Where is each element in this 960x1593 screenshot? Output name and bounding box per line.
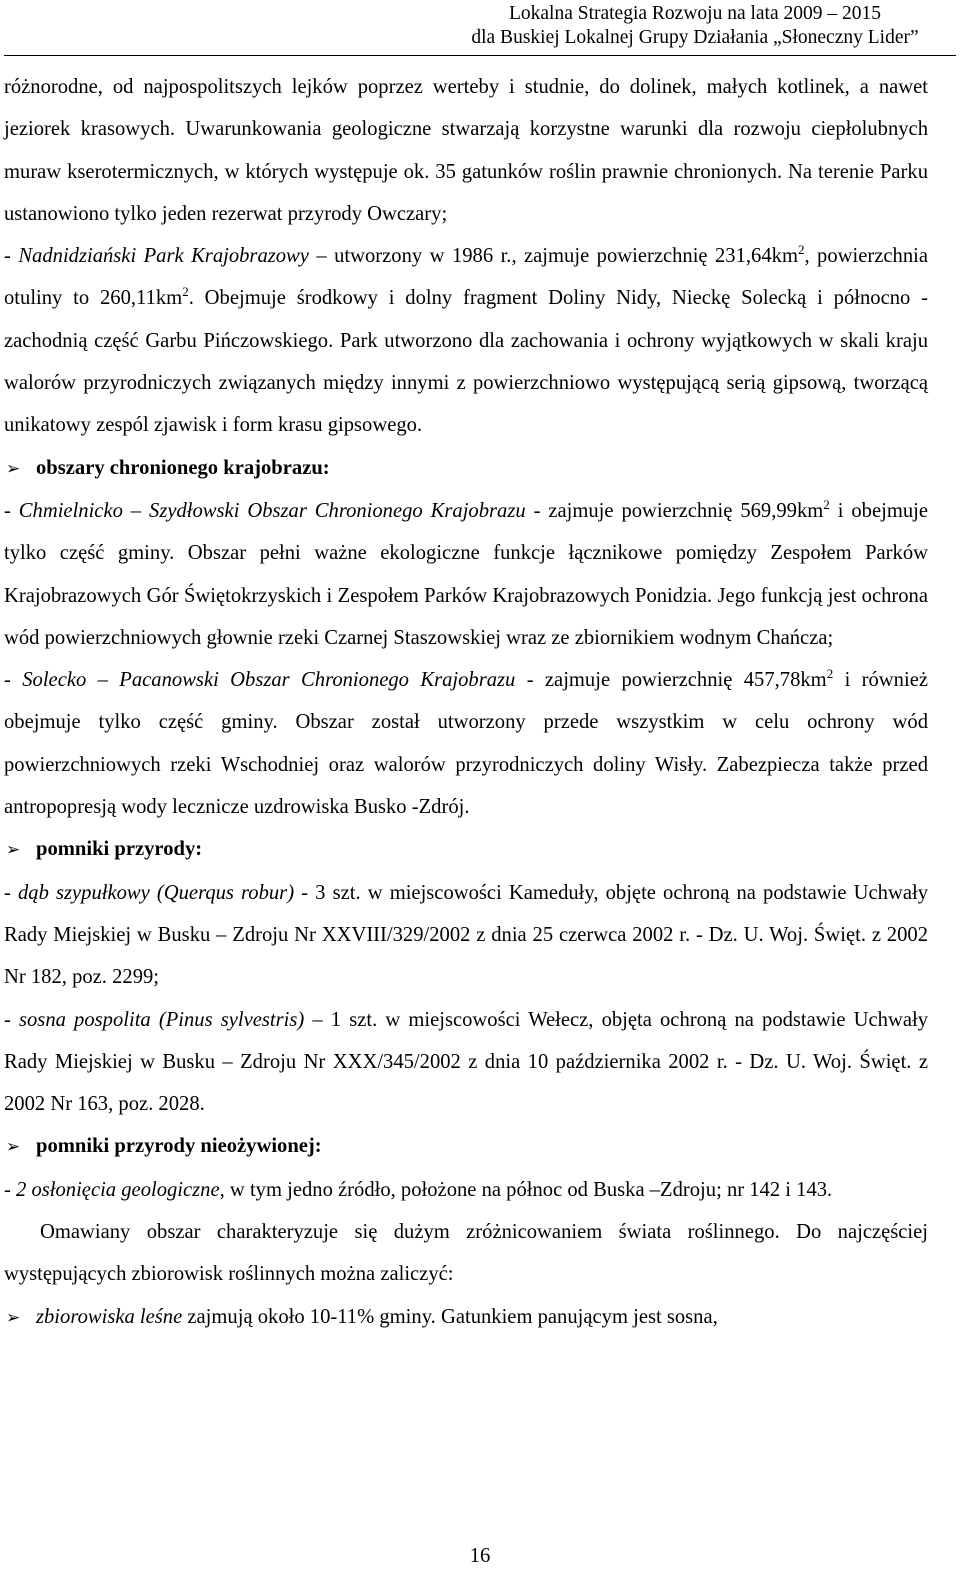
arrow-right-outline-icon: ➢: [6, 1137, 21, 1157]
page-number: 16: [469, 1545, 491, 1567]
bullet-nature-monuments: [4, 828, 928, 871]
arrow-right-outline-icon: ➢: [6, 840, 21, 860]
park-name: Nadnidziański Park Krajobrazowy: [18, 245, 309, 268]
heading-protected-landscape: obszary chronionego krajobrazu:: [36, 456, 330, 479]
paragraph-plant-communities: Omawiany obszar charakteryzuje się dużym zróżnicowaniem świata roślinnego. Do najczęściej występujących zbiorowisk roślinnych można zaliczyć:: [4, 1221, 928, 1286]
bullet-forest-communities: ➢ zbiorowiska leśne zajmują około 10-11% gminy. Gatunkiem panującym jest sosna,: [4, 1296, 928, 1339]
paragraph-geological-outcrops: - 2 osłonięcia geologiczne, w tym jedno źródło, położone na północ od Buska –Zdroju; nr 142 i 143.: [4, 1178, 833, 1201]
paragraph-chmielnicko-szydlowski: - Chmielnicko – Szydłowski Obszar Chronionego Krajobrazu - zajmuje powierzchnię $569,99km^2$ i obejmuje tylko część gminy. Obszar pełni ważne ekologiczne funkcje łącznikowe pomiędzy Zespołem Parków Krajobrazowych Gór Świętokrzyskich i Zespołem Parków Krajobrazowych Ponidzia. Jego funkcją jest ochrona wód powierzchniowych głownie rzeki Czarnej Staszowskiej wraz ze zbiornikiem wodnym Chańcza;: [4, 496, 928, 649]
page-header: [430, 0, 960, 50]
arrow-right-outline-icon: ➢: [6, 1307, 21, 1327]
document-body: [4, 66, 928, 1339]
heading-nature-monuments: pomniki przyrody:: [36, 838, 203, 861]
paragraph-oak: - dąb szypułkowy (Querqus robur) - 3 szt. w miejscowości Kameduły, objęte ochroną na podstawie Uchwały Rady Miejskiej w Busku – Zdroju Nr XXVIII/329/2002 z dnia 25 czerwca 2002 r. - Dz. U. Woj. Święt. z 2002 Nr 182, poz. 2299;: [4, 881, 928, 989]
area-name-solecko: Solecko – Pacanowski Obszar Chronionego Krajobrazu: [22, 669, 516, 692]
paragraph-solecko-pacanowski: - Solecko – Pacanowski Obszar Chronionego Krajobrazu - zajmuje powierzchnię $457,78km^2$ i również obejmuje tylko część gminy. Obszar został utworzony przede wszystkim w celu ochrony wód powierzchniowych rzeki Wschodniej oraz walorów przyrodniczych doliny Wisły. Zabezpiecza także przed antropopresją wody lecznicze uzdrowiska Busko -Zdrój.: [4, 666, 928, 819]
header-divider: [4, 55, 956, 56]
header-line-2: dla Buskiej Lokalnej Grupy Działania „Słoneczny Lider”: [471, 27, 919, 48]
outcrops-name: 2 osłonięcia geologiczne: [16, 1178, 220, 1201]
area-name-chmielnicko: Chmielnicko – Szydłowski Obszar Chronionego Krajobrazu: [18, 499, 526, 522]
bullet-inanimate-monuments: [4, 1125, 928, 1168]
paragraph-karst: różnorodne, od najpospolitszych lejków poprzez werteby i studnie, do dolinek, małych kotlinek, a nawet jeziorek krasowych. Uwarunkowania geologiczne stwarzają korzystne warunki dla rozwoju ciepłolubnych muraw kserotermicznych, w których występuje ok. 35 gatunków roślin prawnie chronionych. Na terenie Parku ustanowiono tylko jeden rezerwat przyrody Owczary;: [4, 76, 928, 225]
paragraph-pine: - sosna pospolita (Pinus sylvestris) – 1 szt. w miejscowości Wełecz, objęta ochroną na podstawie Uchwały Rady Miejskiej w Busku – Zdroju Nr XXX/345/2002 z dnia 10 października 2002 r. - Dz. U. Woj. Święt. z 2002 Nr 163, poz. 2028.: [4, 1008, 928, 1116]
species-pine: sosna pospolita (Pinus sylvestris): [19, 1008, 305, 1031]
heading-inanimate-monuments: pomniki przyrody nieożywionej:: [36, 1135, 322, 1158]
header-line-1: Lokalna Strategia Rozwoju na lata 2009 – 2015: [508, 3, 882, 24]
forest-communities-name: zbiorowiska leśne: [36, 1305, 183, 1328]
arrow-right-outline-icon: ➢: [6, 458, 21, 478]
species-oak: dąb szypułkowy (Querqus robur): [17, 881, 295, 904]
bullet-protected-landscape: [4, 447, 928, 490]
paragraph-nadnidzianski-park: - Nadnidziański Park Krajobrazowy – utworzony w 1986 r., zajmuje powierzchnię $231,64km^2$, powierzchnia otuliny to $260,11km^2$. Obejmuje środkowy i dolny fragment Doliny Nidy, Nieckę Solecką i północno - zachodnią część Garbu Pińczowskiego. Park utworzono dla zachowania i ochrony wyjątkowych w skali kraju walorów przyrodniczych związanych między innymi z powierzchniowo występującą serią gipsową, tworzącą unikatowy zespól zjawisk i form krasu gipsowego.: [4, 242, 928, 437]
